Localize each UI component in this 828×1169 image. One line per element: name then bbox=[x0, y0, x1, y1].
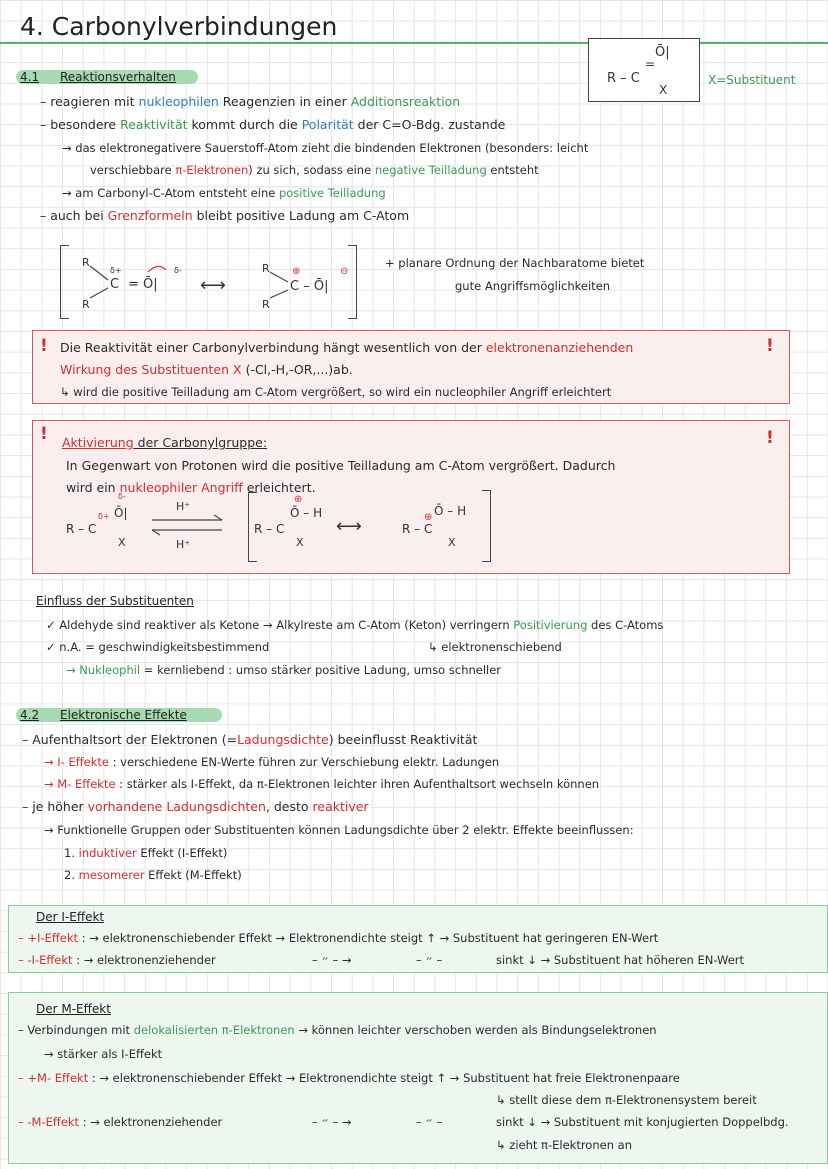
exclamation-icon: ! bbox=[40, 336, 48, 356]
eq-right-x: X bbox=[448, 536, 456, 549]
minus-i-row: – -I-Effekt : → elektronenziehender bbox=[18, 953, 216, 967]
minus-i-ditto-2: – ״ – bbox=[416, 953, 443, 967]
exclamation-icon: ! bbox=[766, 336, 774, 356]
eq-right-bracket bbox=[482, 490, 491, 562]
section-heading: Reaktionsverhalten bbox=[60, 70, 176, 84]
s42-mesomeric: 2. mesomerer Effekt (M-Effekt) bbox=[64, 868, 242, 882]
bullet-positive-charge: → am Carbonyl-C-Atom entsteht eine positive Teilladung bbox=[62, 186, 386, 200]
einfluss-line-3: → Nukleophil = kernliebend : umso stärker positive Ladung, umso schneller bbox=[66, 663, 502, 677]
callout-line-1: Die Reaktivität einer Carbonylverbindung hängt wesentlich von der elektronenanziehenden bbox=[60, 340, 634, 355]
s42-bullet-2: – je höher vorhandene Ladungsdichten, desto reaktiver bbox=[22, 799, 369, 814]
activation-title: Aktivierung der Carbonylgruppe: bbox=[62, 435, 268, 450]
bullet-electronegative: → das elektronegativere Sauerstoff-Atom zieht die bindenden Elektronen (besonders: leicht bbox=[62, 141, 589, 155]
plus-m-sub: ↳ stellt diese dem π-Elektronensystem bereit bbox=[496, 1093, 757, 1107]
eq-oxonium-charge: ⊕ bbox=[294, 494, 303, 505]
activation-line-1: In Gegenwart von Protonen wird die positive Teilladung am C-Atom vergrößert. Dadurch bbox=[66, 458, 616, 473]
delta-plus: δ+ bbox=[110, 266, 122, 275]
eq-delta-minus: δ- bbox=[118, 492, 126, 501]
i-effect-title: Der I-Effekt bbox=[36, 910, 105, 924]
callout-line-2: Wirkung des Substituenten X (-Cl,-H,-OR,...)ab. bbox=[60, 362, 353, 377]
m-effect-title: Der M-Effekt bbox=[36, 1002, 111, 1016]
exclamation-icon: ! bbox=[766, 428, 774, 448]
einfluss-line-1: ✓ Aldehyde sind reaktiver als Ketone → Alkylreste am C-Atom (Keton) verringern Positivierung des C-Atoms bbox=[46, 618, 664, 632]
eq-oh-2: Ō – H bbox=[434, 504, 467, 518]
resonance-r1: R bbox=[82, 256, 90, 269]
resonance-carbon-2: C – Ō| bbox=[290, 279, 329, 294]
delta-minus: δ- bbox=[174, 266, 182, 275]
eq-mid-rc: R – C bbox=[254, 522, 285, 536]
substituent-note: X=Substituent bbox=[708, 73, 796, 87]
eq-carbocation-charge: ⊕ bbox=[424, 512, 433, 523]
s42-m-effects: → M- Effekte : stärker als I-Effekt, da π-Elektronen leichter ihren Aufenthaltsort wechseln können bbox=[44, 777, 600, 791]
resonance-carbon-1: C bbox=[110, 277, 120, 292]
minus-m-result: sinkt ↓ → Substituent mit konjugierten Doppelbdg. bbox=[496, 1115, 789, 1129]
exclamation-icon: ! bbox=[40, 424, 48, 444]
plus-i-row: – +I-Effekt : → elektronenschiebender Effekt → Elektronendichte steigt ↑ → Substituent hat geringeren EN-Wert bbox=[18, 931, 659, 945]
eq-h-plus-bottom: H⁺ bbox=[176, 538, 191, 551]
eq-left-rc: R – C bbox=[66, 522, 97, 536]
s42-bullet-1: – Aufenthaltsort der Elektronen (=Ladungsdichte) beeinflusst Reaktivität bbox=[22, 732, 478, 747]
section-number: 4.1 bbox=[20, 70, 40, 84]
double-bond-label: = bbox=[645, 57, 656, 71]
section-number: 4.2 bbox=[20, 708, 40, 722]
rc-label: R – C bbox=[607, 71, 640, 86]
equilibrium-arrows bbox=[0, 0, 828, 580]
oxygen-label: Ō| bbox=[655, 45, 670, 60]
bullet-resonance: – auch bei Grenzformeln bleibt positive Ladung am C-Atom bbox=[40, 208, 410, 223]
eq-h-plus-top: H⁺ bbox=[176, 500, 191, 513]
minus-m-row: – -M-Effekt : → elektronenziehender bbox=[18, 1115, 223, 1129]
eq-delta-plus: δ+ bbox=[98, 512, 110, 521]
bullet-nucleophilic: – reagieren mit nukleophilen Reagenzien in einer Additionsreaktion bbox=[40, 94, 461, 109]
m-effect-line-2: → stärker als I-Effekt bbox=[44, 1047, 163, 1061]
resonance-arrow: ⟷ bbox=[200, 275, 226, 296]
minus-i-result: sinkt ↓ → Substituent hat höheren EN-Wert bbox=[496, 953, 745, 967]
minus-m-ditto-1: – ״ – → bbox=[312, 1115, 352, 1129]
einfluss-heading: Einfluss der Substituenten bbox=[36, 594, 194, 608]
plus-m-row: – +M- Effekt : → elektronenschiebender Effekt → Elektronendichte steigt ↑ → Substituent hat freie Elektronenpaare bbox=[18, 1071, 680, 1085]
eq-right-rc: R – C bbox=[402, 522, 433, 536]
x-label: X bbox=[659, 83, 668, 97]
s42-inductive: 1. induktiver Effekt (I-Effekt) bbox=[64, 846, 228, 860]
resonance-r2: R bbox=[82, 298, 90, 311]
eq-left-x: X bbox=[118, 536, 126, 549]
planar-note-1: + planare Ordnung der Nachbaratome bietet bbox=[385, 256, 645, 270]
negative-charge: ⊖ bbox=[340, 266, 349, 277]
bullet-reactivity: – besondere Reaktivität kommt durch die Polarität der C=O-Bdg. zustande bbox=[40, 117, 506, 132]
minus-i-ditto-1: – ״ – → bbox=[312, 953, 352, 967]
planar-note-2: gute Angriffsmöglichkeiten bbox=[455, 279, 611, 293]
eq-oh-1: Ō – H bbox=[290, 506, 323, 520]
resonance-r4: R bbox=[262, 298, 270, 311]
section-heading: Elektronische Effekte bbox=[60, 708, 187, 722]
page-title: 4. Carbonylverbindungen bbox=[20, 12, 338, 41]
bullet-pi-electrons: verschiebbare π-Elektronen) zu sich, sodass eine negative Teilladung entsteht bbox=[90, 163, 539, 177]
callout-line-3: ↳ wird die positive Teilladung am C-Atom vergrößert, so wird ein nucleophiler Angriff erleichtert bbox=[60, 385, 612, 399]
resonance-r3: R bbox=[262, 262, 270, 275]
minus-m-sub: ↳ zieht π-Elektronen an bbox=[496, 1138, 632, 1152]
minus-m-ditto-2: – ״ – bbox=[416, 1115, 443, 1129]
s42-functional-groups: → Funktionelle Gruppen oder Substituenten können Ladungsdichte über 2 elektr. Effekte beeinflussen: bbox=[44, 823, 634, 837]
eq-resonance-arrow: ⟷ bbox=[336, 516, 362, 537]
s42-i-effects: → I- Effekte : verschiedene EN-Werte führen zur Verschiebung elektr. Ladungen bbox=[44, 755, 500, 769]
einfluss-line-2: ✓ n.A. = geschwindigkeitsbestimmend bbox=[46, 640, 270, 654]
eq-mid-x: X bbox=[296, 536, 304, 549]
resonance-oxygen-1: = Ō| bbox=[128, 277, 158, 292]
m-effect-line-1: – Verbindungen mit delokalisierten π-Elektronen → können leichter verschoben werden als Bindungselektronen bbox=[18, 1023, 657, 1037]
eq-oxygen: Ō| bbox=[114, 506, 128, 520]
einfluss-line-2b: ↳ elektronenschiebend bbox=[428, 640, 562, 654]
activation-line-2: wird ein nukleophiler Angriff erleichtert. bbox=[66, 480, 316, 495]
positive-charge: ⊕ bbox=[292, 266, 301, 277]
